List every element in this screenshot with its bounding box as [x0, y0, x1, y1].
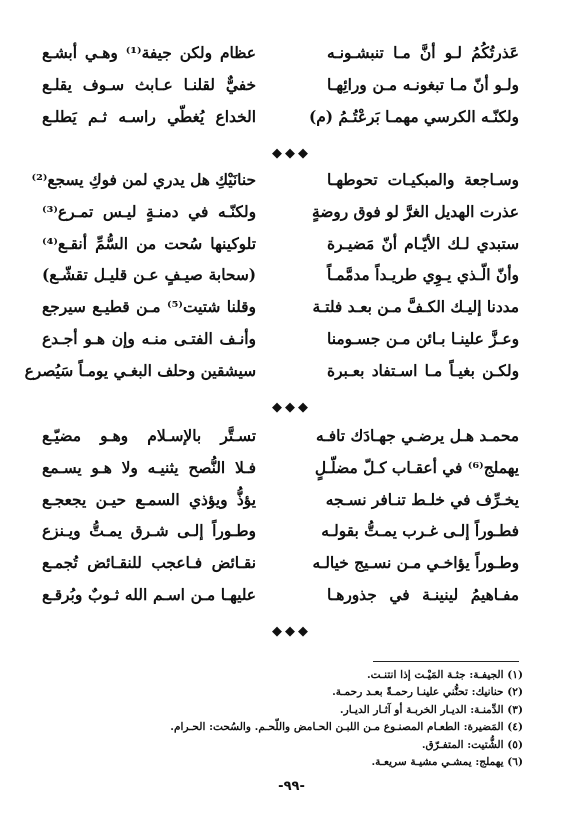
stanza-separator: ◆◆◆	[272, 400, 311, 415]
poem-verse	[0, 38, 583, 70]
poem-stanza-2	[0, 165, 583, 388]
verse-second-hemistich: وطـوراً إلـى شـرق يمـتُّ ويـنزع	[42, 522, 256, 541]
footnote: (٦) يهملج: يمشـي مشيـة سريعـة.	[371, 755, 523, 768]
poem-verse	[0, 260, 583, 292]
verse-first-hemistich: ستبدي لـك الأيّـام أنّ مَضيـرة	[327, 234, 519, 253]
stanza-separator: ◆◆◆	[272, 146, 311, 161]
footnote: (٤) المَضيرة: الطعـام المصنـوع مـن اللبـن الحـامض واللّحـم. والسُحت: الحـرام.	[170, 721, 523, 734]
poem-verse	[0, 324, 583, 356]
poem-stanza-3	[0, 421, 583, 612]
verse-first-hemistich: ولكنّـه الكرسي مهمـا بَرعْتُـمُ (م)	[308, 107, 519, 126]
verse-first-hemistich: فطـوراً إلـى غـرب يمـتُّ بقولـه	[321, 522, 519, 541]
footnote: (٣) الدِّمنـة: الديـار الخربـة أو آثـار الديـار.	[339, 703, 523, 716]
verse-first-hemistich: مددنا إليـك الكـفَّ مـن بعـد فلتـة	[312, 298, 519, 317]
verse-first-hemistich: عذرت الهديل الغرَّ لو فوق روضةٍ	[311, 202, 519, 221]
poem-verse	[0, 70, 583, 102]
footnotes	[170, 667, 523, 771]
verse-first-hemistich: وطـوراً يؤاخـي مـن نسـيج خيالـه	[312, 554, 519, 573]
poem-verse	[0, 485, 583, 517]
poem-verse	[0, 580, 583, 612]
verse-first-hemistich: ولـو أنّ مـا تبغونـه مـن ورائِهـا	[327, 75, 519, 94]
verse-second-hemistich: تسـتَّر بالإسـلام وهـو مضيّـع	[42, 427, 256, 445]
verse-first-hemistich: يهملج⁽⁶⁾ في أعقـاب كـلّ مضلّـلٍ	[314, 458, 519, 477]
verse-second-hemistich: ولكنّـه في دمنـةٍ ليـس تمـرع⁽³⁾	[42, 202, 256, 221]
poem-verse	[0, 356, 583, 388]
verse-first-hemistich: يخـرِّف في خلـط تنـافر نسـجه	[325, 490, 519, 509]
poem-verse	[0, 548, 583, 580]
verse-second-hemistich: تلوكينها سُحت من السُّمِّ أنقـع⁽⁴⁾	[42, 234, 256, 253]
verse-second-hemistich: يؤذُّ ويؤذي السمـع حيـن يجعجـع	[42, 490, 256, 509]
stanza-separator: ◆◆◆	[272, 624, 311, 639]
verse-first-hemistich: ولكـن بغيـاً مـا اسـتفاد بعـبرة	[327, 361, 519, 380]
verse-second-hemistich: نقـائض فـاعجب للنقـائض تُجمـع	[42, 554, 256, 573]
footnote: (١) الجيفـة: جثـة المَيْـت إذا انتنـت.	[366, 669, 523, 681]
footnote: (٥) الشُّتيت: المتفـرّق.	[421, 738, 523, 751]
verse-first-hemistich: وعـزَّ علينـا بـائن مـن جسـومنا	[327, 329, 519, 348]
poem-verse	[0, 453, 583, 485]
poem-verse	[0, 516, 583, 548]
page-number: -٩٩-	[278, 779, 305, 794]
verse-second-hemistich: (سحابة صيـفٍ عـن قليـل تقشّـع)	[42, 266, 256, 285]
footnote: (٢) حنانيك: تحنُّني علينـا رحمـةً بعـد رحمـة.	[332, 686, 523, 699]
poem-verse	[0, 102, 583, 134]
verse-second-hemistich: وقلنا شتيت⁽⁵⁾ مـن قطيـع سيرجع	[42, 298, 256, 317]
verse-first-hemistich: وسـاجعة والمبكيـات تحوطهـا	[327, 171, 519, 189]
poem-verse	[0, 197, 583, 229]
verse-second-hemistich: عليهـا مـن اسـم الله ثـوبٌ وبُرقـع	[42, 585, 256, 604]
verse-second-hemistich: وأنـف الفتـى منـه وإن هـو أجـدع	[42, 329, 256, 348]
poem-verse	[0, 229, 583, 261]
verse-second-hemistich: حنانَيْكِ هل يدري لمن فوكِ يسجع⁽²⁾	[31, 171, 256, 189]
poem-verse	[0, 165, 583, 197]
verse-second-hemistich: خفيٌّ لقلنـا عـابث سـوف يقلـع	[42, 75, 256, 94]
poem-stanza-1	[0, 38, 583, 133]
verse-second-hemistich: فـلا النُّصح يثنيـه ولا هـو يسـمع	[42, 458, 256, 477]
verse-first-hemistich: محمـد هـل يرضـي جهـادَك تافـه	[316, 427, 519, 445]
verse-second-hemistich: سيشقين وحلف البغـي يومـاً سَيُصرع	[24, 361, 256, 380]
poem-verse	[0, 421, 583, 453]
verse-first-hemistich: وأنّ الّـذي يـوِي طريـداً مدمَّمـاً	[327, 266, 519, 285]
verse-first-hemistich: عَذرتُكُمُ لـو أنَّ مـا تنبشـونـه	[327, 44, 519, 62]
poem-verse	[0, 292, 583, 324]
verse-second-hemistich: الخداع يُغطّي راسـه ثـم يَطلـع	[42, 107, 256, 126]
verse-second-hemistich: عظام ولكن جيفة⁽¹⁾ وهـي أبشـع	[42, 44, 256, 62]
verse-first-hemistich: مفـاهيمُ لينينـة في جذورهـا	[327, 585, 519, 604]
footnote-divider	[373, 661, 519, 662]
